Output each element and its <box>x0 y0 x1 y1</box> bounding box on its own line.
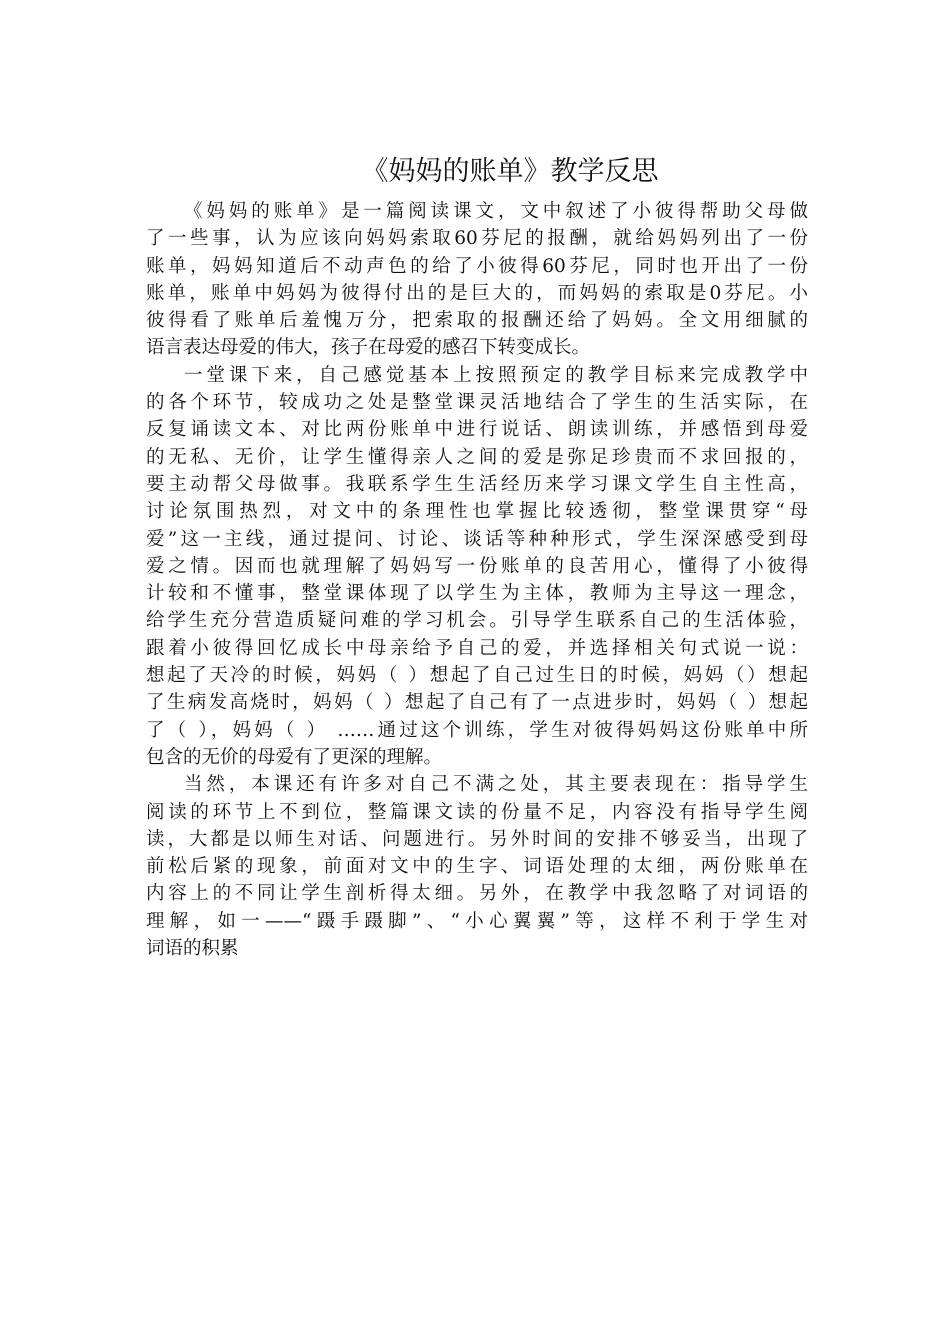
text-line: 词语的积累 <box>146 938 239 960</box>
text-line: 给学生充分营造质疑问难的学习机会。引导学生联系自己的生活体验， <box>146 610 808 632</box>
text-line: 前松后紧的现象，前面对文中的生字、词语处理的太细，两份账单在 <box>146 856 808 878</box>
text-line: 爱之情。因而也就理解了妈妈写一份账单的良苦用心，懂得了小彼得 <box>146 555 808 577</box>
text-line: 爱”这一主线，通过提问、讨论、谈话等种种形式，学生深深感受到母 <box>146 528 808 550</box>
text-line: 了一些事，认为应该向妈妈索取60芬尼的报酬，就给妈妈列出了一份 <box>146 228 808 250</box>
text-line: 了（ ），妈妈（ ） ……通过这个训练，学生对彼得妈妈这份账单中所 <box>146 719 808 741</box>
text-line: 想起了天冷的时候，妈妈（ ）想起了自己过生日的时候，妈妈（）想起 <box>146 665 808 687</box>
text-line: 一堂课下来，自己感觉基本上按照预定的教学目标来完成教学中 <box>184 364 808 386</box>
text-line: 了生病发高烧时，妈妈（ ）想起了自己有了一点进步时，妈妈（ ）想起 <box>146 692 808 714</box>
text-line: 的无私、无价，让学生懂得亲人之间的爱是弥足珍贵而不求回报的， <box>146 446 808 468</box>
text-line: 的各个环节，较成功之处是整堂课灵活地结合了学生的生活实际，在 <box>146 392 808 414</box>
text-line: 跟着小彼得回忆成长中母亲给予自己的爱，并选择相关句式说一说： <box>146 637 808 659</box>
document-body <box>146 198 808 962</box>
text-line: 理解，如一——“蹑手蹑脚”、“小心翼翼”等，这样不利于学生对 <box>146 910 808 932</box>
document-title: 《妈妈的账单》教学反思 <box>361 156 659 187</box>
text-line: 彼得看了账单后羞愧万分，把索取的报酬还给了妈妈。全文用细腻的 <box>146 310 808 332</box>
paragraph <box>146 362 808 771</box>
text-line: 账单，账单中妈妈为彼得付出的是巨大的，而妈妈的索取是0芬尼。小 <box>146 282 808 304</box>
text-line: 内容上的不同让学生剖析得太细。另外，在教学中我忽略了对词语的 <box>146 883 808 905</box>
text-line: 读，大都是以师生对话、问题进行。另外时间的安排不够妥当，出现了 <box>146 828 808 850</box>
text-line: 计较和不懂事，整堂课体现了以学生为主体，教师为主导这一理念， <box>146 583 808 605</box>
text-line: 反复诵读文本、对比两份账单中进行说话、朗读训练，并感悟到母爱 <box>146 419 808 441</box>
text-line: 阅读的环节上不到位，整篇课文读的份量不足，内容没有指导学生阅 <box>146 801 808 823</box>
text-line: 语言表达母爱的伟大，孩子在母爱的感召下转变成长。 <box>146 337 591 359</box>
text-line: 当然，本课还有许多对自己不满之处，其主要表现在：指导学生 <box>184 774 808 796</box>
text-line: 《妈妈的账单》是一篇阅读课文，文中叙述了小彼得帮助父母做 <box>184 201 808 222</box>
text-line: 包含的无价的母爱有了更深的理解。 <box>146 746 443 768</box>
text-line: 账单，妈妈知道后不动声色的给了小彼得60芬尼，同时也开出了一份 <box>146 255 808 277</box>
paragraph <box>146 771 808 962</box>
paragraph <box>146 198 808 362</box>
text-line: 要主动帮父母做事。我联系学生生活经历来学习课文学生自主性高， <box>146 473 808 495</box>
text-line: 讨论氛围热烈，对文中的条理性也掌握比较透彻，整堂课贯穿“母 <box>146 501 808 523</box>
